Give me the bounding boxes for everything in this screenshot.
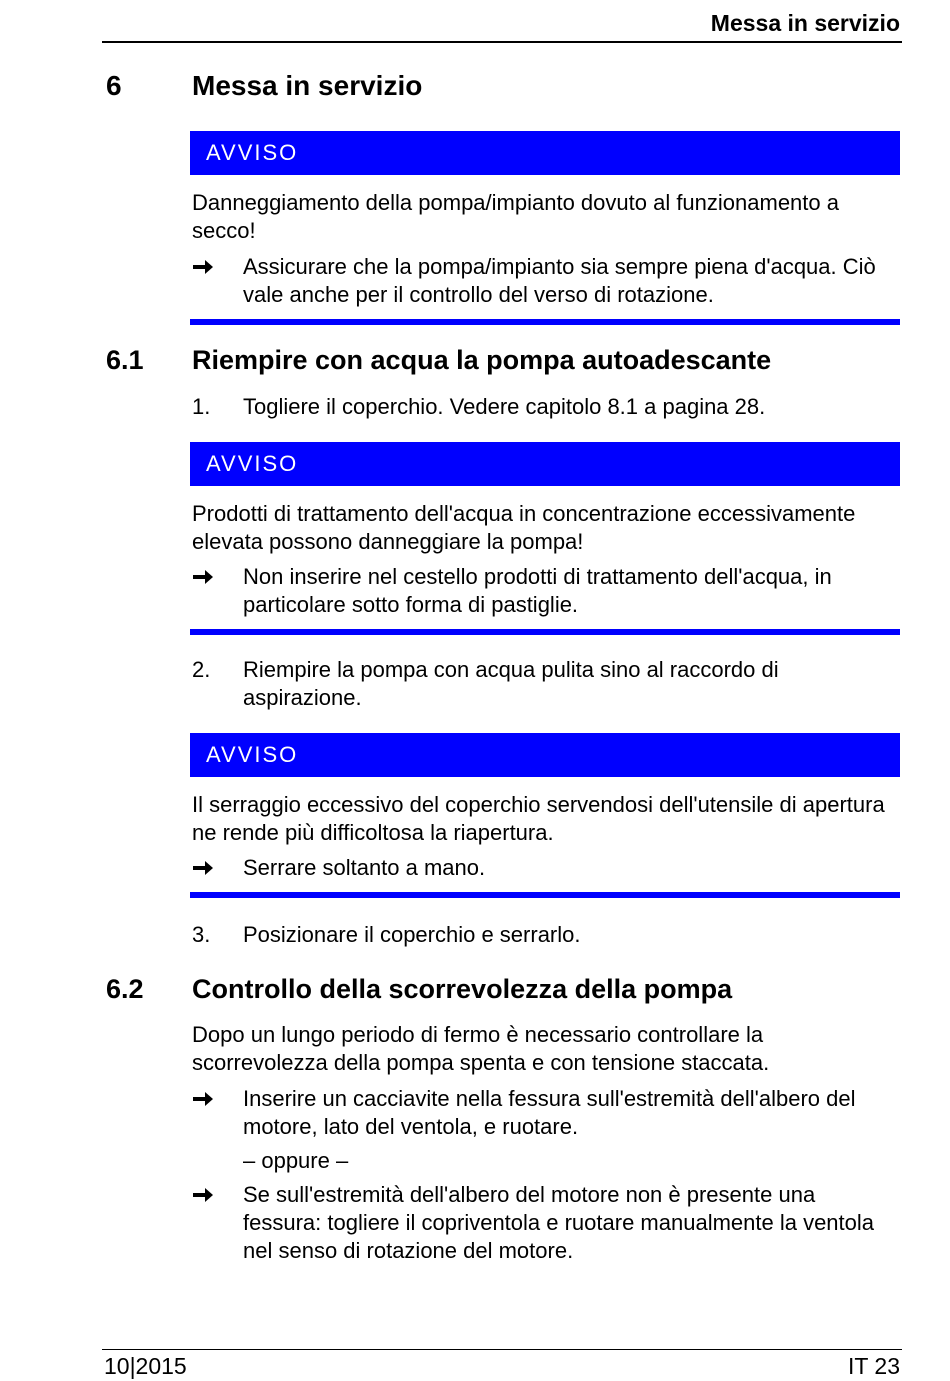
notice-2-end-rule xyxy=(190,629,900,635)
step-3-text: Posizionare il coperchio e serrarlo. xyxy=(243,922,581,947)
step-1-number: 1. xyxy=(192,394,211,419)
running-header-title: Messa in servizio xyxy=(710,10,900,36)
notice-1-instruction-text: Assicurare che la pompa/impianto sia sempre piena d'acqua. Ciò vale anche per il controllo del verso di rotazione. xyxy=(243,254,876,307)
page-number: IT 23 xyxy=(848,1353,900,1379)
step-2-number: 2. xyxy=(192,657,211,682)
notice-1-text: Danneggiamento della pompa/impianto dovuto al funzionamento a secco! xyxy=(192,190,839,243)
step-2-text: Riempire la pompa con acqua pulita sino al raccordo di aspirazione. xyxy=(243,657,779,710)
section-6-title: Messa in servizio xyxy=(192,70,423,101)
section-6-2-instruction-1-text: Inserire un cacciavite nella fessura sull'estremità dell'albero del motore, lato del ventola, e ruotare. xyxy=(243,1086,856,1139)
header-rule xyxy=(102,41,902,43)
step-3-number: 3. xyxy=(192,922,211,947)
arrow-right-icon xyxy=(192,854,222,884)
notice-1-end-rule xyxy=(190,319,900,325)
section-6-number: 6 xyxy=(106,70,122,101)
footer-rule xyxy=(102,1349,902,1350)
arrow-right-icon xyxy=(192,253,222,283)
arrow-right-icon xyxy=(192,1181,222,1211)
section-6-2-intro: Dopo un lungo periodo di fermo è necessario controllare la scorrevolezza della pompa spenta e con tensione staccata. xyxy=(192,1022,770,1075)
notice-banner-1: AVVISO xyxy=(190,131,900,175)
notice-3-end-rule xyxy=(190,892,900,898)
or-separator: – oppure – xyxy=(243,1148,349,1173)
section-6-2-title: Controllo della scorrevolezza della pompa xyxy=(192,974,733,1004)
section-6-2-number: 6.2 xyxy=(106,974,144,1004)
section-6-1-number: 6.1 xyxy=(106,345,144,375)
arrow-right-icon xyxy=(192,1085,222,1115)
section-6-1-title: Riempire con acqua la pompa autoadescante xyxy=(192,345,772,375)
notice-3-instruction-text: Serrare soltanto a mano. xyxy=(243,855,486,880)
notice-2-text: Prodotti di trattamento dell'acqua in concentrazione eccessivamente elevata possono danneggiare la pompa! xyxy=(192,501,856,554)
step-1-text: Togliere il coperchio. Vedere capitolo 8.1 a pagina 28. xyxy=(243,394,766,419)
notice-3-text: Il serraggio eccessivo del coperchio servendosi dell'utensile di apertura ne rende più difficoltosa la riapertura. xyxy=(192,792,885,845)
notice-banner-2: AVVISO xyxy=(190,442,900,486)
notice-banner-3: AVVISO xyxy=(190,733,900,777)
footer-date: 10|2015 xyxy=(104,1353,187,1379)
section-6-2-instruction-2-text: Se sull'estremità dell'albero del motore non è presente una fessura: togliere il copriventola e ruotare manualmente la ventola nel senso di rotazione del motore. xyxy=(243,1182,875,1263)
arrow-right-icon xyxy=(192,563,222,593)
notice-2-instruction-text: Non inserire nel cestello prodotti di trattamento dell'acqua, in particolare sotto forma di pastiglie. xyxy=(243,564,832,617)
